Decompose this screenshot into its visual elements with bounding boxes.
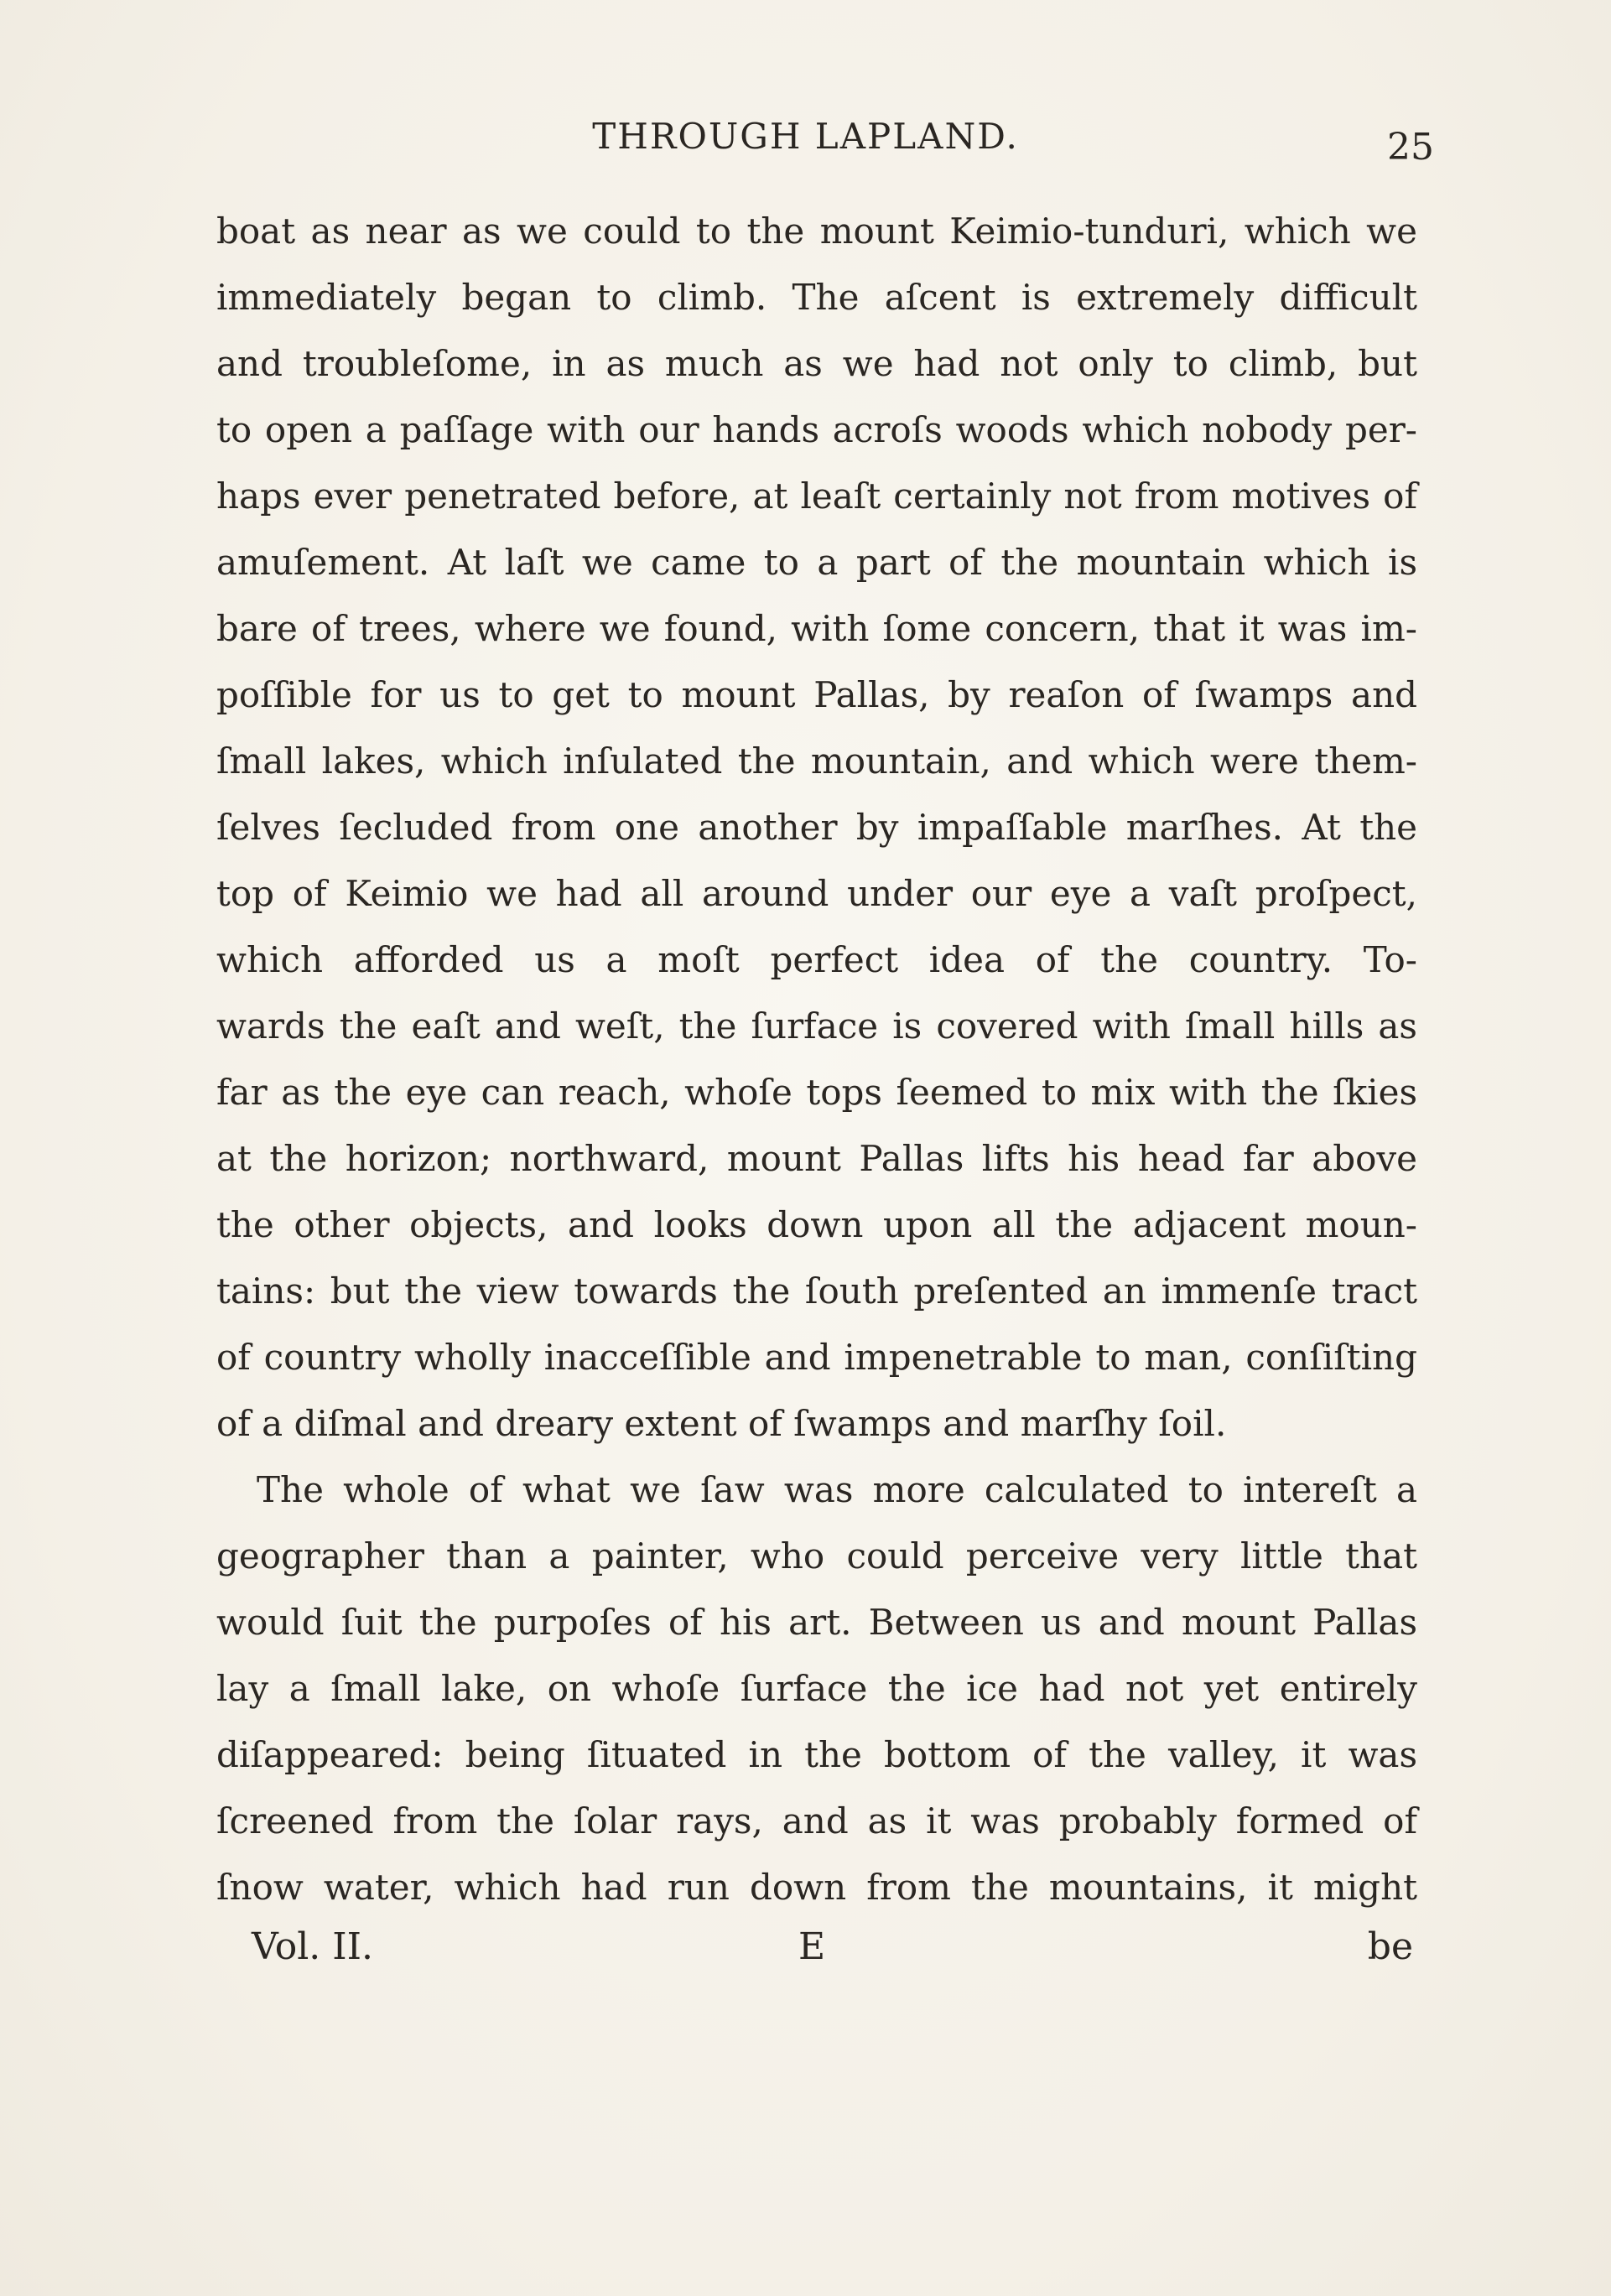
signature-mark: E: [798, 1925, 826, 1968]
text-line: which afforded us a moſt perfect idea of the country. To-: [216, 939, 1417, 980]
body-text: [216, 198, 1417, 1920]
text-line: of country wholly inacceſſible and impenetrable to man, conſiſting: [216, 1337, 1417, 1378]
text-line: boat as near as we could to the mount Keimio-tunduri, which we: [216, 210, 1417, 252]
catchword: be: [1367, 1925, 1413, 1968]
text-line: tains: but the view towards the ſouth preſented an immenſe tract: [216, 1270, 1417, 1312]
text-line: ſelves ſecluded from one another by impaſſable marſhes. At the: [216, 807, 1417, 848]
text-line: ſcreened from the ſolar rays, and as it was probably formed of: [216, 1800, 1417, 1841]
text-line: bare of trees, where we found, with ſome concern, that it was im-: [216, 608, 1417, 649]
page-footer: [252, 1925, 1413, 1976]
text-line: ſnow water, which had run down from the mountains, it might: [216, 1867, 1417, 1908]
text-line: The whole of what we ſaw was more calculated to intereſt a: [257, 1469, 1417, 1510]
text-line: of a diſmal and dreary extent of ſwamps and marſhy ſoil.: [216, 1403, 1227, 1444]
text-line: wards the eaſt and weſt, the ſurface is covered with ſmall hills as: [216, 1005, 1417, 1047]
text-line: and troubleſome, in as much as we had not only to climb, but: [216, 343, 1417, 384]
text-line: diſappeared: being ſituated in the bottom of the valley, it was: [216, 1734, 1417, 1775]
text-line: lay a ſmall lake, on whoſe ſurface the ice had not yet entirely: [216, 1668, 1417, 1709]
text-line: haps ever penetrated before, at leaſt certainly not from motives of: [216, 475, 1417, 517]
text-line: would ſuit the purpoſes of his art. Between us and mount Pallas: [216, 1602, 1417, 1643]
running-head: THROUGH LAPLAND.: [592, 116, 1019, 157]
text-line: amuſement. At laſt we came to a part of the mountain which is: [216, 542, 1417, 583]
text-line: far as the eye can reach, whoſe tops ſeemed to mix with the ſkies: [216, 1072, 1417, 1113]
text-line: the other objects, and looks down upon all the adjacent moun-: [216, 1204, 1417, 1245]
page-number: 25: [1387, 126, 1434, 169]
text-line: to open a paſſage with our hands acroſs woods which nobody per-: [216, 409, 1417, 450]
volume-label: Vol. II.: [252, 1925, 374, 1968]
text-line: poſſible for us to get to mount Pallas, by reaſon of ſwamps and: [216, 674, 1417, 715]
text-line: geographer than a painter, who could perceive very little that: [216, 1535, 1417, 1577]
text-line: ſmall lakes, which inſulated the mountain, and which were them-: [216, 740, 1417, 782]
text-line: top of Keimio we had all around under our eye a vaſt proſpect,: [216, 873, 1417, 914]
text-line: at the horizon; northward, mount Pallas lifts his head far above: [216, 1138, 1417, 1179]
text-line: immediately began to climb. The aſcent is extremely difficult: [216, 277, 1417, 318]
